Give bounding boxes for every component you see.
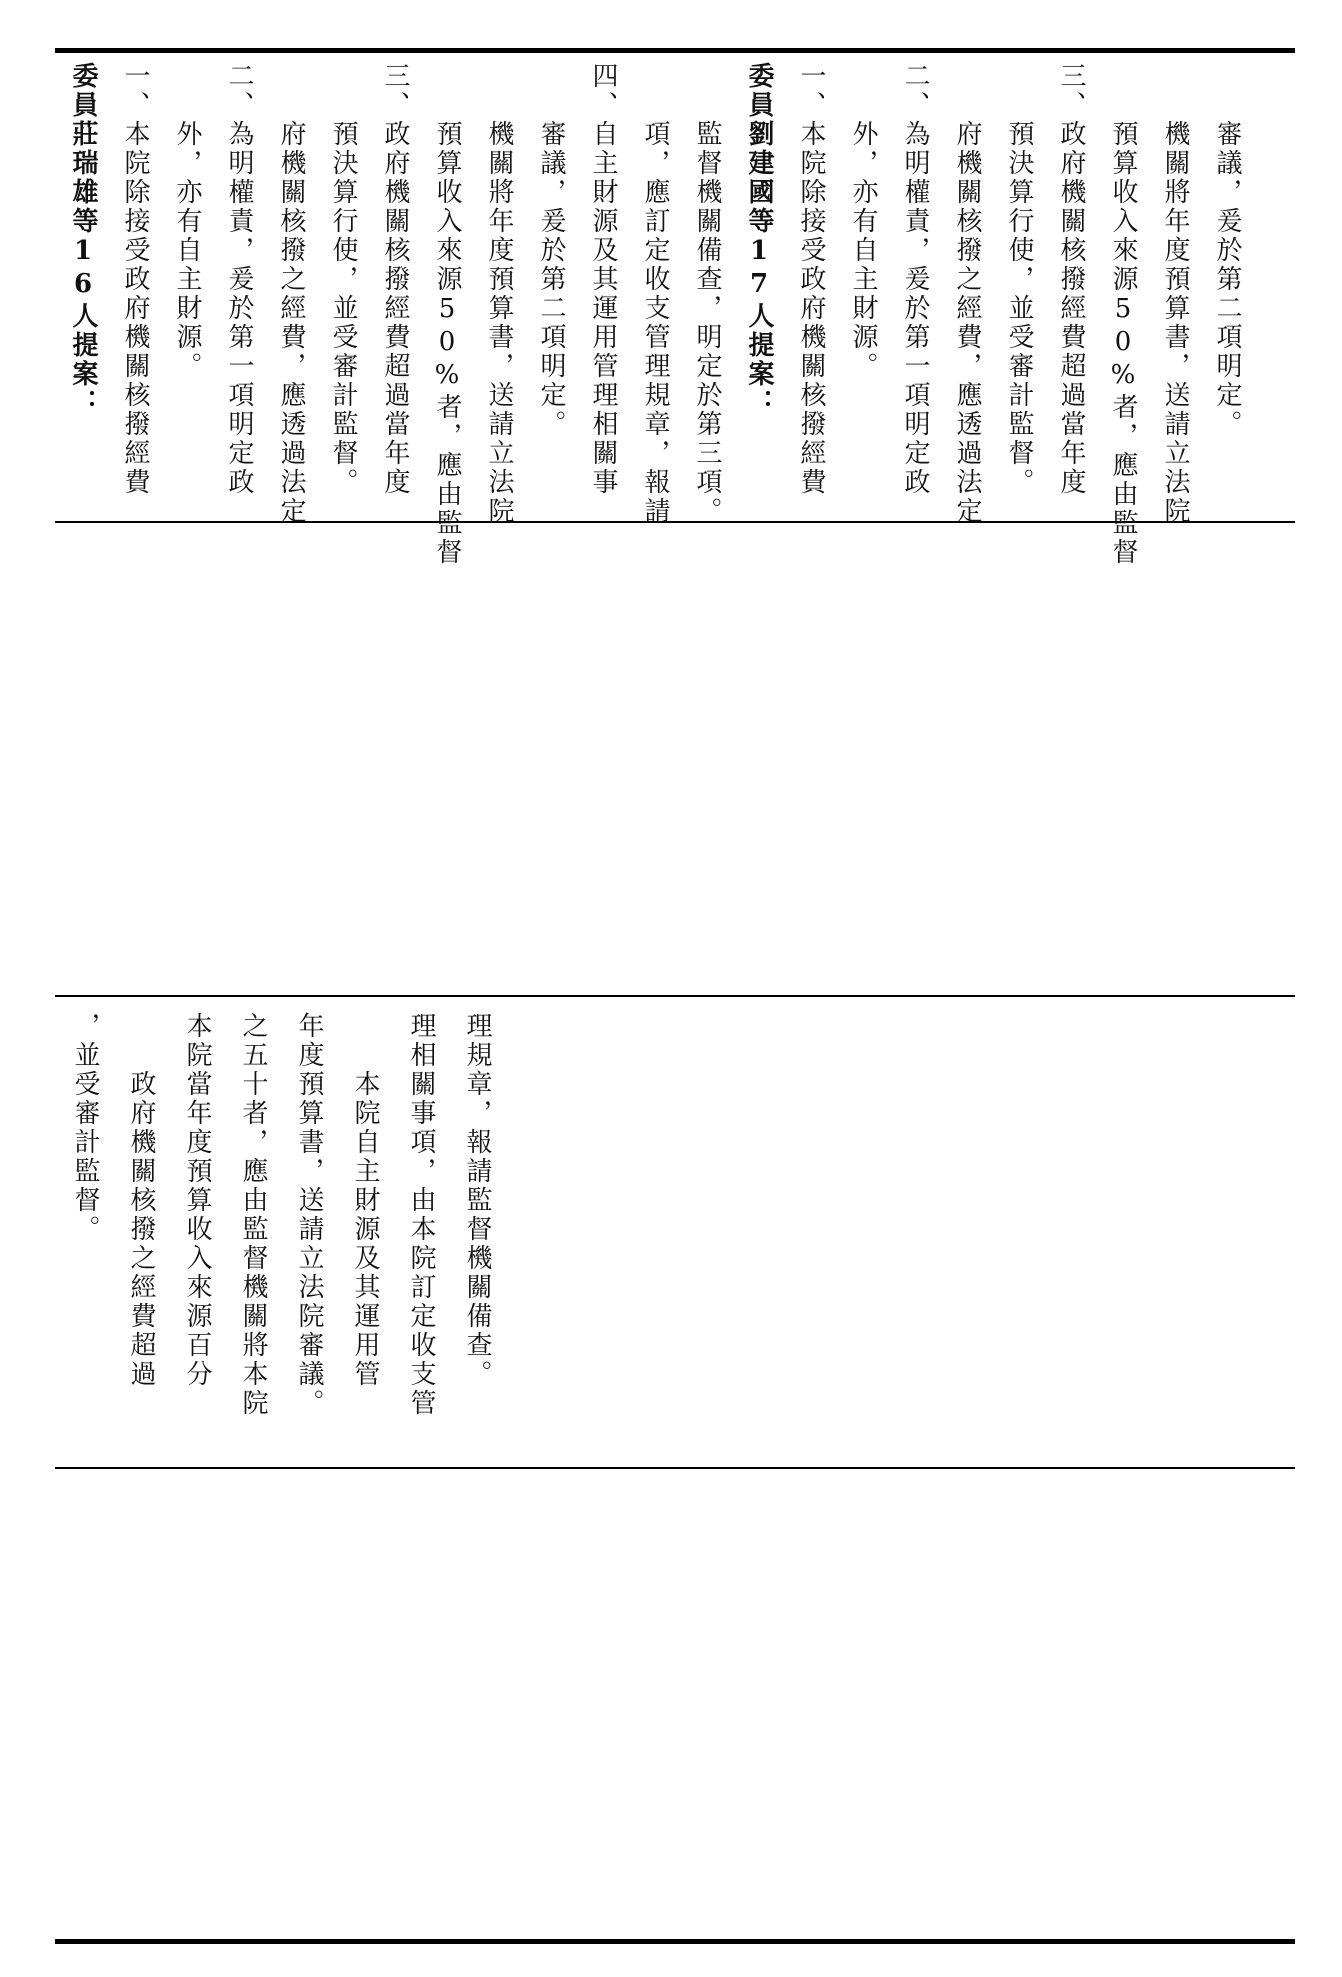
proposal-line: 三、政府機關核撥經費超過當年度: [1056, 62, 1086, 497]
proposal-line: 二、為明權責，爰於第一項明定政: [224, 62, 254, 497]
proposal-line: 二、為明權責，爰於第一項明定政: [900, 62, 930, 497]
continuation-line: 理規章，報請監督機關備查。: [462, 1012, 492, 1389]
proposal-heading-1: 委員莊瑞雄等16人提案：: [68, 62, 98, 418]
proposal-line: 監督機關備查，明定於第三項。: [692, 120, 722, 526]
continuation-line: ，並受審計監督。: [70, 1012, 100, 1244]
proposal-line: 機關將年度預算書，送請立法院: [484, 120, 514, 526]
proposal-line: 預決算行使，並受審計監督。: [1004, 120, 1034, 497]
proposal-line: 機關將年度預算書，送請立法院: [1160, 120, 1190, 526]
proposal-line: 外，亦有自主財源。: [848, 120, 878, 381]
continuation-line: 之五十者，應由監督機關將本院: [238, 1012, 268, 1418]
continuation-line: 本院自主財源及其運用管: [350, 1012, 380, 1389]
continuation-line: 年度預算書，送請立法院審議。: [294, 1012, 324, 1418]
continuation-line: 本院當年度預算收入來源百分: [182, 1012, 212, 1389]
proposal-line: 預算收入來源50%者，應由監督: [432, 120, 462, 567]
proposal-line: 預算收入來源50%者，應由監督: [1108, 120, 1138, 567]
proposal-line: 府機關核撥之經費，應透過法定: [276, 120, 306, 526]
proposal-line: 項，應訂定收支管理規章，報請: [640, 120, 670, 526]
proposal-line: 審議，爰於第二項明定。: [1212, 120, 1242, 439]
middle-section-divider: [55, 995, 1295, 997]
proposal-line: 審議，爰於第二項明定。: [536, 120, 566, 439]
proposal-line: 預決算行使，並受審計監督。: [328, 120, 358, 497]
continuation-line: 政府機關核撥之經費超過: [126, 1012, 156, 1389]
proposal-line: 四、自主財源及其運用管理相關事: [588, 62, 618, 497]
proposal-line: 一、本院除接受政府機關核撥經費: [120, 62, 150, 497]
bottom-rule: [55, 1939, 1295, 1944]
top-rule: [55, 48, 1295, 53]
continuation-line: 理相關事項，由本院訂定收支管: [406, 1012, 436, 1418]
proposal-line: 一、本院除接受政府機關核撥經費: [796, 62, 826, 497]
proposal-line: 外，亦有自主財源。: [172, 120, 202, 381]
proposal-line: 府機關核撥之經費，應透過法定: [952, 120, 982, 526]
proposal-line: 三、政府機關核撥經費超過當年度: [380, 62, 410, 497]
lower-section-divider: [55, 1467, 1295, 1469]
proposal-heading-2: 委員劉建國等17人提案：: [744, 62, 774, 418]
